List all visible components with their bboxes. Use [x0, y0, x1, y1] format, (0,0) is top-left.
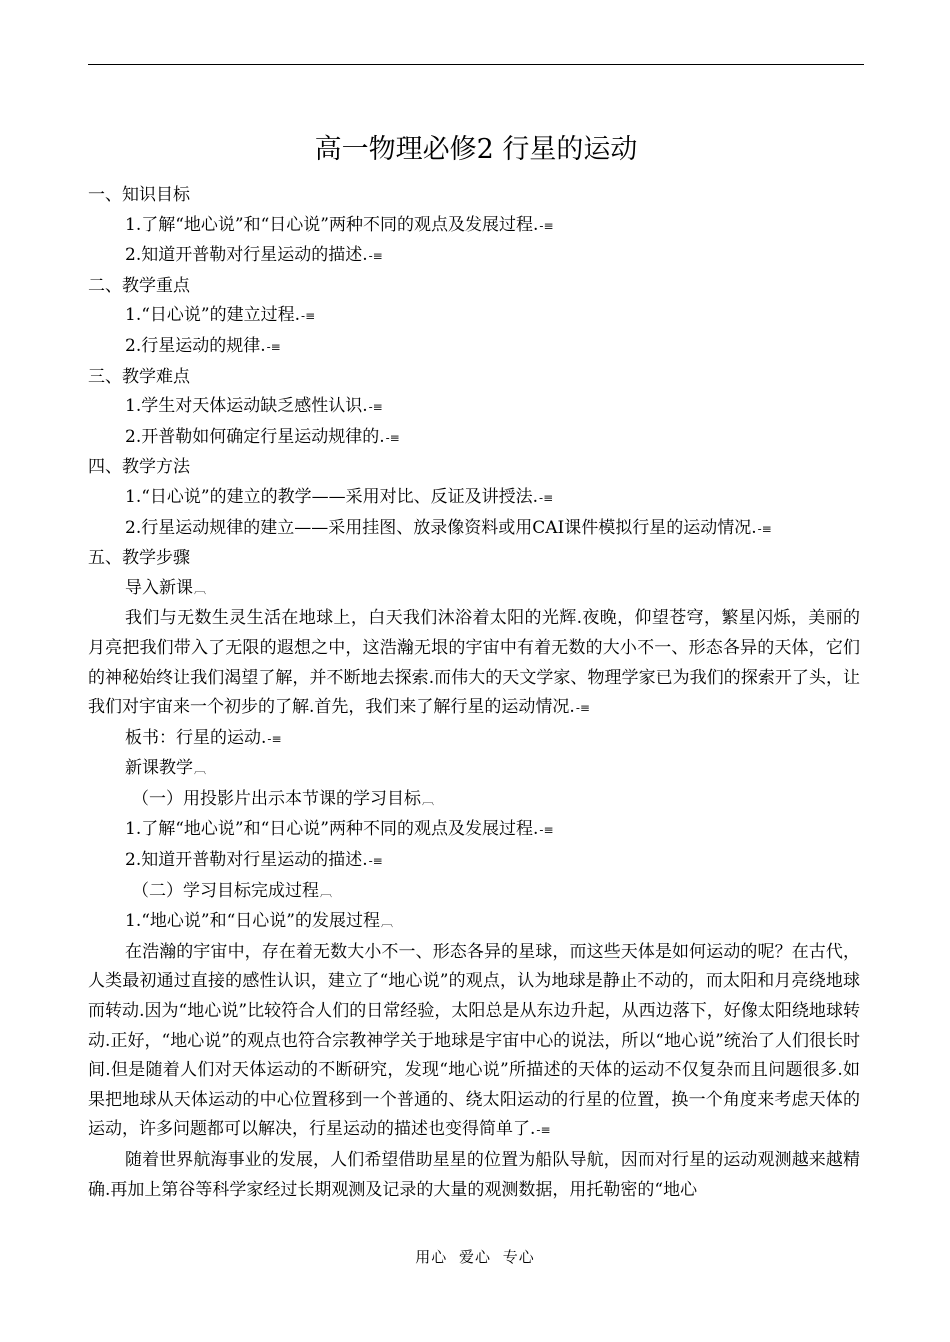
list-item: 2.行星运动的规律.-≡	[125, 335, 281, 356]
section-heading: 四、教学方法	[88, 457, 190, 478]
list-item: 1.了解“地心说”和“日心说”两种不同的观点及发展过程.-≡	[125, 214, 554, 235]
subheading: 1.“地心说”和“日心说”的发展过程︹	[125, 911, 393, 932]
list-item: 1.“日心说”的建立的教学——采用对比、反证及讲授法.-≡	[125, 486, 554, 507]
list-item: 1.“日心说”的建立过程.-≡	[125, 305, 316, 326]
blackboard-note: 板书：行星的运动.-≡	[125, 727, 282, 748]
paragraph: 随着世界航海事业的发展，人们希望借助星星的位置为船队导航，因而对行星的运动观测越来越精确.再加上第谷等科学家经过长期观测及记录的大量的观测数据，用托勒密的“地心	[88, 1150, 860, 1200]
page-footer: 用心 爱心 专心	[415, 1248, 535, 1266]
subheading: （二）学习目标完成过程︹	[132, 880, 333, 901]
list-item: 1.了解“地心说”和“日心说”两种不同的观点及发展过程.-≡	[125, 819, 554, 840]
list-item: 2.行星运动规律的建立——采用挂图、放录像资料或用CAI课件模拟行星的运动情况.-≡	[125, 517, 772, 538]
subheading: 导入新课︹	[125, 577, 207, 598]
paragraph: 我们与无数生灵生活在地球上，白天我们沐浴着太阳的光辉.夜晚，仰望苍穹，繁星闪烁，美丽的月亮把我们带入了无限的遐想之中，这浩瀚无垠的宇宙中有着无数的大小不一、形态各异的天体，它们的神秘始终让我们渴望了解，并不断地去探索.而伟大的天文学家、物理学家已为我们的探索开了头，让我们对宇宙来一个初步的了解.首先，我们来了解行星的运动情况.-≡	[88, 608, 860, 718]
subheading: （一）用投影片出示本节课的学习目标︹	[132, 788, 435, 809]
section-heading: 二、教学重点	[88, 275, 190, 296]
list-item: 2.知道开普勒对行星运动的描述.-≡	[125, 850, 383, 871]
list-item: 2.知道开普勒对行星运动的描述.-≡	[125, 245, 383, 266]
header-rule	[88, 64, 864, 65]
section-heading: 三、教学难点	[88, 366, 190, 387]
section-heading: 一、知识目标	[88, 185, 190, 205]
list-item: 1.学生对天体运动缺乏感性认识.-≡	[125, 396, 383, 417]
document-body	[88, 181, 860, 1205]
section-heading: 五、教学步骤	[88, 548, 190, 569]
paragraph: 在浩瀚的宇宙中，存在着无数大小不一、形态各异的星球，而这些天体是如何运动的呢？在古代，人类最初通过直接的感性认识，建立了“地心说”的观点，认为地球是静止不动的，而太阳和月亮绕地球而转动.因为“地心说”比较符合人们的日常经验，太阳总是从东边升起，从西边落下，好像太阳绕地球转动.正好，“地心说”的观点也符合宗教神学关于地球是宇宙中心的说法，所以“地心说”统治了人们很长时间.但是随着人们对天体运动的不断研究，发现“地心说”所描述的天体的运动不仅复杂而且问题很多.如果把地球从天体运动的中心位置移到一个普通的、绕太阳运动的行星的位置，换一个角度来考虑天体的运动，许多问题都可以解决，行星运动的描述也变得简单了.-≡	[88, 941, 860, 1140]
document-title: 高一物理必修2 行星的运动	[314, 134, 638, 165]
subheading: 新课教学︹	[125, 758, 207, 779]
list-item: 2.开普勒如何确定行星运动规律的.-≡	[125, 426, 400, 447]
